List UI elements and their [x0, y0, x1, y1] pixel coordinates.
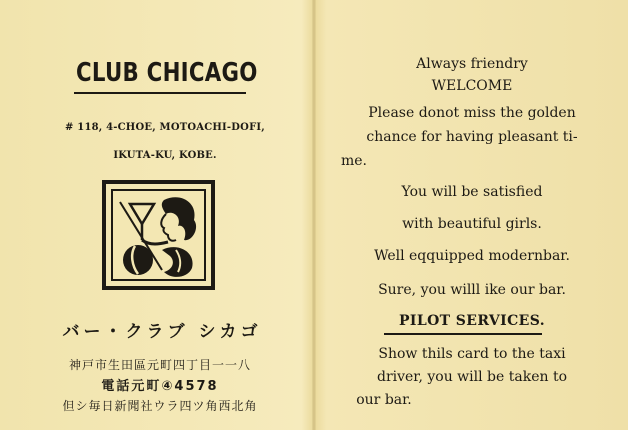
- greeting-line: Always friendry: [416, 56, 528, 72]
- message-line: You will be satisfied: [401, 184, 543, 200]
- japanese-club-name: バー・クラブ シカゴ: [62, 322, 262, 342]
- right-panel: [316, 0, 628, 430]
- pilot-heading-underline: [384, 333, 542, 335]
- message-line: Sure, you willl ike our bar.: [378, 282, 566, 298]
- instruction-line: driver, you will be taken to: [376, 369, 567, 385]
- message-line: me.: [340, 153, 367, 169]
- instruction-line: our bar.: [356, 392, 412, 408]
- japanese-location-note: 但シ毎日新聞社ウラ四ツ角西北角: [62, 399, 258, 413]
- title-underline: [74, 92, 246, 94]
- message-line: Please donot miss the golden: [368, 105, 576, 121]
- message-line: Well eqquipped modernbar.: [374, 248, 570, 264]
- pilot-services-heading: PILOT SERVICES.: [398, 313, 546, 329]
- instruction-line: Show thils card to the taxi: [378, 346, 566, 362]
- address-line-2: IKUTA-KU, KOBE.: [113, 150, 217, 161]
- left-panel: [0, 0, 312, 430]
- address-line-1: # 118, 4-CHOE, MOTOACHI-DOFI,: [65, 122, 265, 133]
- message-line: chance for having pleasant ti-: [366, 129, 578, 145]
- message-line: with beautiful girls.: [402, 216, 542, 232]
- japanese-phone: 電話元町④4578: [101, 379, 219, 394]
- japanese-address: 神戸市生田區元町四丁目一一八: [68, 358, 251, 372]
- club-title: CLUB CHICAGO: [76, 58, 258, 88]
- welcome-line: WELCOME: [431, 78, 513, 94]
- woman-with-cocktail-logo-icon: [102, 180, 215, 290]
